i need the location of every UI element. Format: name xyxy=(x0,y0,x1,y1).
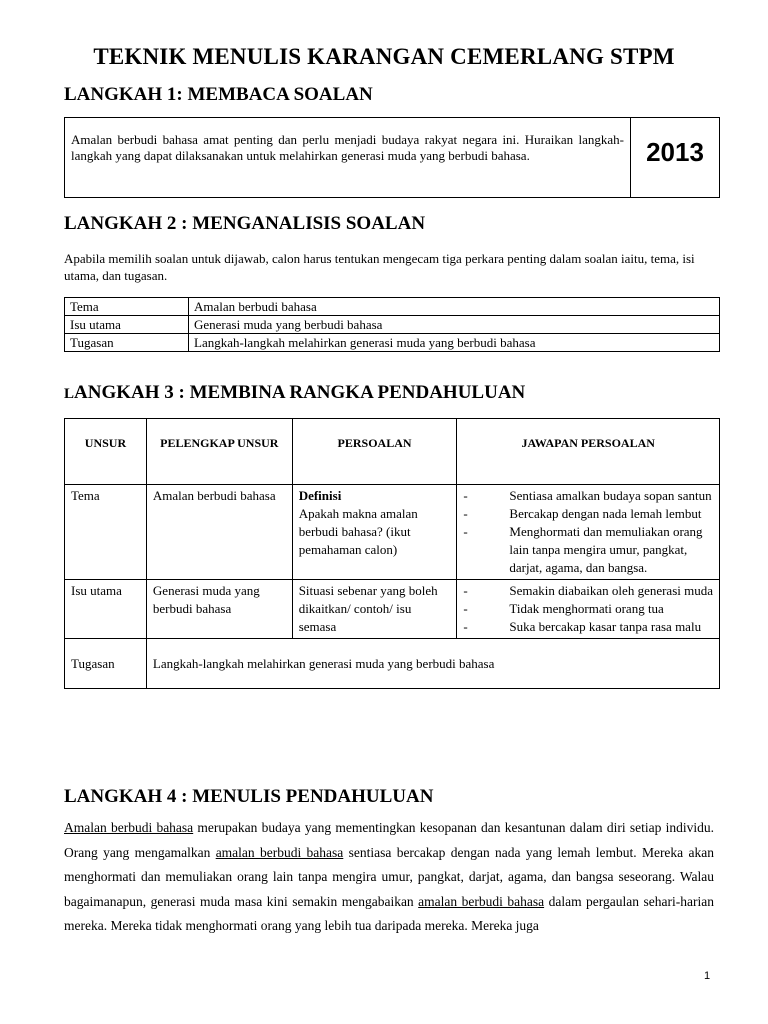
answer-item: - Menghormati dan memuliakan orang lain tanpa mengira umur, pangkat, darjat, agama, dan bangsa. xyxy=(463,523,713,577)
header-jawapan: JAWAPAN PERSOALAN xyxy=(457,419,720,485)
table-row xyxy=(65,298,720,316)
cell-jawapan xyxy=(457,580,720,639)
cell-unsur: Tema xyxy=(65,485,147,580)
paragraph-part: dalam pergaulan sehari-harian mereka. Mereka tidak menghormati orang yang lebih tua daripada mereka. Mereka juga xyxy=(64,893,714,933)
step3-heading-initial: L xyxy=(64,386,75,402)
page-number: 1 xyxy=(704,970,711,982)
cell-jawapan xyxy=(457,485,720,580)
header-pelengkap: PELENGKAP UNSUR xyxy=(146,419,292,485)
paragraph-part: sentiasa bercakap dengan nada yang lemah lembut. Mereka akan menghormati dan memuliakan orang lain tanpa mengira umur, pangkat, darjat, agama, dan bangsa seseorang. Walau bagaimanapun, generasi muda masa kini semakin mengabaikan xyxy=(64,844,714,909)
header-persoalan: PERSOALAN xyxy=(292,419,457,485)
document-title: TEKNIK MENULIS KARANGAN CEMERLANG STPM xyxy=(93,44,675,69)
analysis-table xyxy=(64,297,720,352)
question-year: 2013 xyxy=(646,137,704,167)
persoalan-text: Apakah makna amalan berbudi bahasa? (ikut pemahaman calon) xyxy=(298,506,418,557)
table-row xyxy=(65,334,720,352)
cell-pelengkap: Generasi muda yang berbudi bahasa xyxy=(146,580,292,639)
step3-heading-rest: ANGKAH 3 : MEMBINA RANGKA PENDAHULUAN xyxy=(74,382,526,403)
row-value: Amalan berbudi bahasa xyxy=(189,298,720,316)
underlined-term: Amalan berbudi bahasa xyxy=(64,820,194,835)
question-box xyxy=(64,117,720,198)
answer-item: - Sentiasa amalkan budaya sopan santun xyxy=(463,487,713,505)
cell-unsur: Tugasan xyxy=(65,639,147,689)
question-text: Amalan berbudi bahasa amat penting dan perlu menjadi budaya rakyat negara ini. Huraikan langkah-langkah yang dapat dilaksanakan untuk melahirkan generasi muda yang berbudi bahasa. xyxy=(65,118,631,197)
header-unsur: UNSUR xyxy=(65,419,147,485)
step2-heading: LANGKAH 2 : MENGANALISIS SOALAN xyxy=(64,213,426,234)
cell-persoalan: Situasi sebenar yang boleh dikaitkan/ contoh/ isu semasa xyxy=(292,580,457,639)
underlined-term: amalan berbudi bahasa xyxy=(215,844,344,860)
table-row xyxy=(65,316,720,334)
paragraph-part: merupakan budaya yang mementingkan kesopanan dan kesantunan dalam diri setiap individu. Orang yang mengamalkan xyxy=(64,820,715,860)
answer-item: - Suka bercakap kasar tanpa rasa malu xyxy=(463,618,713,636)
row-value: Langkah-langkah melahirkan generasi muda yang berbudi bahasa xyxy=(189,334,720,352)
row-label: Tugasan xyxy=(65,334,189,352)
answer-item: - Semakin diabaikan oleh generasi muda xyxy=(463,582,713,600)
step4-heading: LANGKAH 4 : MENULIS PENDAHULUAN xyxy=(64,786,434,807)
intro-paragraph xyxy=(64,816,714,939)
table-row xyxy=(65,485,720,580)
cell-persoalan xyxy=(292,485,457,580)
answer-item: - Tidak menghormati orang tua xyxy=(463,600,713,618)
cell-unsur: Isu utama xyxy=(65,580,147,639)
step2-intro: Apabila memilih soalan untuk dijawab, calon harus tentukan mengecam tiga perkara penting dalam soalan iaitu, tema, isi utama, dan tugasan. xyxy=(64,251,695,283)
cell-tugasan: Langkah-langkah melahirkan generasi muda yang berbudi bahasa xyxy=(146,639,719,689)
answer-item: - Bercakap dengan nada lemah lembut xyxy=(463,505,713,523)
table-row xyxy=(65,639,720,689)
table-header-row xyxy=(65,419,720,485)
underlined-term: amalan berbudi bahasa xyxy=(418,893,545,909)
framework-table xyxy=(64,418,720,689)
step3-heading xyxy=(64,382,525,404)
row-label: Tema xyxy=(65,298,189,316)
row-label: Isu utama xyxy=(65,316,189,334)
step1-heading: LANGKAH 1: MEMBACA SOALAN xyxy=(64,84,373,105)
table-row xyxy=(65,580,720,639)
persoalan-title: Definisi xyxy=(298,488,342,503)
cell-pelengkap: Amalan berbudi bahasa xyxy=(146,485,292,580)
row-value: Generasi muda yang berbudi bahasa xyxy=(189,316,720,334)
